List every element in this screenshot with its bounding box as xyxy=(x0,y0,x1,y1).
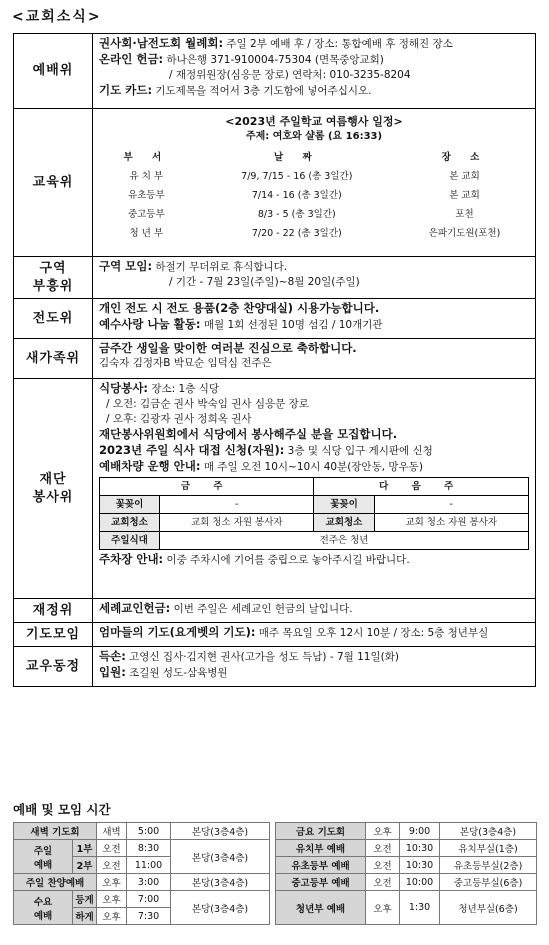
category-prayer: 기도모임 xyxy=(14,623,93,647)
volunteer-header: 금 주 다 음 주 xyxy=(100,478,529,496)
church-news-table xyxy=(13,33,536,687)
service-content: 식당봉사: 장소: 1층 식당 / 오전: 김금순 권사 박숙임 권사 심응문 장로 / 오후: 김광자 권사 정희옥 권사 재단봉사위원회에서 식당에서 봉사해주실 분을 모집합니다. 2023년 주일 식사 대접 신청(자원): 3층 및 식당 입구 게시판에 신청 예배차량 운행 안내: 매 주일 오전 10시~10시 40분(장안동, 망우동) 금 주 다 음 주 꽃꽂이 - 꽃꽂이 - 교회청소 교회 청소 자원 봉사자 교회청소 교회 청소 자원 봉사자 주일식대 전주은 청년 주차장 안내: 이중 주차시에 기어를 중립으로 놓아주시길 바랍니다. xyxy=(93,379,536,599)
category-evangelism: 전도위 xyxy=(14,299,93,339)
finance-row xyxy=(14,599,536,623)
fellowship-row xyxy=(14,647,536,687)
prayer-row xyxy=(14,623,536,647)
schedule-subtitle: 주제: 여호와 샬롬 (요 16:33) xyxy=(245,131,383,142)
fellowship-content: 득손: 고영신 집사·김지현 권사(고가을 성도 득남) - 7월 11일(화) 입원: 조길원 성도-삼육병원 xyxy=(93,647,536,687)
family-row xyxy=(14,339,536,379)
volunteer-table xyxy=(99,477,529,550)
schedule-table xyxy=(99,148,529,243)
education-content xyxy=(93,109,536,257)
table-row: 교회청소 교회 청소 자원 봉사자 교회청소 교회 청소 자원 봉사자 xyxy=(100,514,529,532)
category-family: 새가족위 xyxy=(14,339,93,379)
table-row: 새벽 기도회 새벽 5:00 본당(3층4층) 금요 기도회 오후 9:00 본당(3층4층) xyxy=(14,823,537,840)
worship-line: 기도 카드: 기도제목을 적어서 3층 기도함에 넣어주십시오. xyxy=(99,83,372,97)
table-row: 중고등부 8/3 - 5 (총 3일간) 포천 xyxy=(127,209,474,220)
family-content: 금주간 생일을 맞이한 여러분 진심으로 축하합니다. 김숙자 김정자B 박묘순 임덕심 전주은 xyxy=(93,339,536,379)
table-row: 하게 오후 7:30 xyxy=(14,908,537,925)
worship-content xyxy=(93,34,536,109)
table-row: 주일 찬양예배 오후 3:00 본당(3층4층) 중고등부 예배 오전 10:00 중고등부실(6층) xyxy=(14,874,537,891)
evangelism-content: 개인 전도 시 전도 용품(2층 찬양대실) 시용가능합니다. 예수사랑 나눔 활동: 매월 1회 선정된 10명 섬김 / 10개기관 xyxy=(93,299,536,339)
page-title: <교회소식> xyxy=(12,9,102,25)
service-row xyxy=(14,379,536,599)
table-row: 2부 오전 11:00 유초등부 예배 오전 10:30 유초등부실(2층) xyxy=(14,857,537,874)
worship-line: 온라인 헌금: 하나은행 371-910004-75304 (면목중앙교회) xyxy=(99,52,384,66)
category-worship: 예배위 xyxy=(14,34,93,109)
prayer-content: 엄마들의 기도(요게벳의 기도): 매주 목요일 오후 12시 10분 / 장소: 5층 청년부실 xyxy=(93,623,536,647)
table-row: 유초등부 7/14 - 16 (총 3일간) 본 교회 xyxy=(127,190,480,201)
section-title-times: 예배 및 모임 시간 xyxy=(13,802,111,817)
category-district: 구역 부흥위 xyxy=(14,257,93,299)
evangelism-row xyxy=(14,299,536,339)
table-row: 수요 예배 등게 오후 7:00 본당(3층4층) 청년부 예배 오후 1:30 청년부실(6층) xyxy=(14,891,537,908)
category-service: 재단 봉사위 xyxy=(14,379,93,599)
schedule-title: <2023년 주일학교 여름행사 일정> xyxy=(225,115,403,128)
district-content: 구역 모임: 하절기 무더위로 휴식합니다. / 기간 - 7월 23일(주일)~8월 20일(주일) xyxy=(93,257,536,299)
education-row xyxy=(14,109,536,257)
category-fellowship: 교우동정 xyxy=(14,647,93,687)
table-row: 청 년 부 7/20 - 22 (총 3일간) 은파기도원(포천) xyxy=(129,228,501,239)
table-row: 유 치 부 7/9, 7/15 - 16 (총 3일간) 본 교회 xyxy=(129,171,480,182)
table-row: 주일 예배 1부 오전 8:30 본당(3층4층) 유치부 예배 오전 10:30 유치부실(1층) xyxy=(14,840,537,857)
worship-row xyxy=(14,34,536,109)
finance-content: 세례교인헌금: 이번 주일은 세례교인 헌금의 날입니다. xyxy=(93,599,536,623)
table-row: 꽃꽂이 - 꽃꽂이 - xyxy=(100,496,529,514)
category-finance: 재정위 xyxy=(14,599,93,623)
worship-line: / 재정위원장(심응문 장로) 연락처: 010-3235-8204 xyxy=(169,69,411,81)
category-education: 교육위 xyxy=(14,109,93,257)
district-row xyxy=(14,257,536,299)
schedule-header: 부 서 날 짜 장 소 xyxy=(123,152,488,163)
table-row: 주일식대 전주은 청년 xyxy=(100,532,529,550)
service-times-table xyxy=(13,822,537,925)
worship-line: 권사회·남전도회 월례회: 주일 2부 예배 후 / 장소: 통합예배 후 정해진 장소 xyxy=(99,36,453,50)
